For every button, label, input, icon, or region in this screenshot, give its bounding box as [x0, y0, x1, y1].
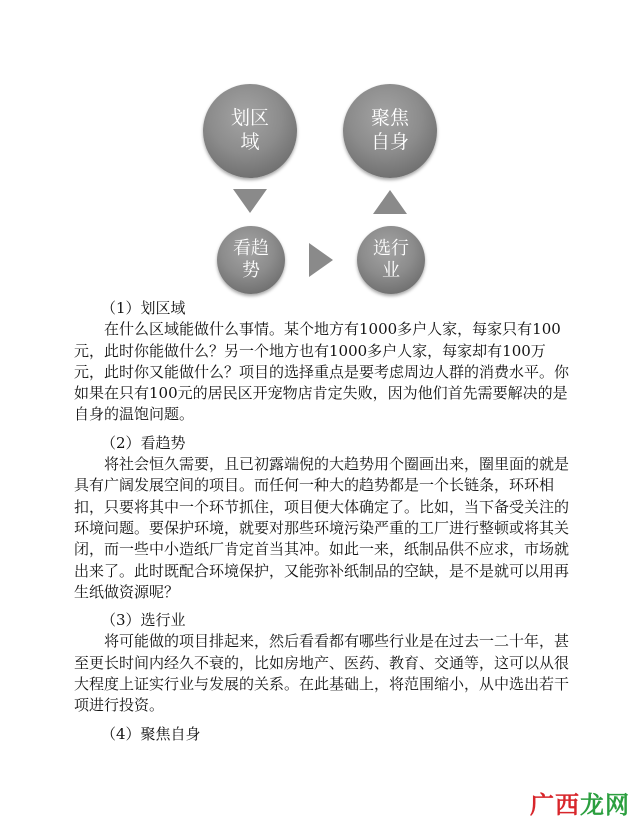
section-heading: （4）聚焦自身	[101, 724, 201, 743]
node-circle-choose-industry	[357, 226, 425, 294]
section-paragraph: 在什么区域能做什么事情。某个地方有1000多户人家，每家只有100元，此时你能做什么？另一个地方也有1000多户人家，每家却有100万元，此时你又能做什么？项目的选择重点是要考虑周边人群的消费水平。你如果在只有100元的居民区开宠物店肯定失败，因为他们首先需要解决的是自身的温饱问题。	[74, 320, 570, 424]
node-circle-focus-self	[343, 84, 437, 178]
section-heading: （3）选行业	[101, 611, 186, 630]
node-label: 看趋势	[232, 237, 269, 281]
node-circle-divide-region	[203, 84, 297, 178]
arrow-down-icon	[233, 189, 267, 213]
watermark-text-green: 龙网	[580, 791, 630, 819]
article-body	[74, 298, 570, 745]
node-label: 划区域	[230, 107, 269, 153]
node-circle-see-trend	[217, 226, 285, 294]
arrow-right-icon	[309, 243, 333, 277]
section-paragraph: 将可能做的项目排起来，然后看看都有哪些行业是在过去一二十年，甚至更长时间内经久不衰的，比如房地产、医药、教育、交通等，这可以从很大程度上证实行业与发展的关系。在此基础上，将范围缩小，从中选出若干项进行投资。	[74, 632, 570, 715]
flow-diagram	[0, 0, 640, 300]
watermark-text-red: 广西	[530, 791, 580, 819]
section-heading: （2）看趋势	[101, 433, 186, 452]
section-heading: （1）划区域	[101, 299, 186, 317]
arrow-up-icon	[373, 190, 407, 214]
node-label: 聚焦自身	[370, 107, 409, 153]
watermark-logo	[530, 785, 630, 820]
section-paragraph: 将社会恒久需要，且已初露端倪的大趋势用个圈画出来，圈里面的就是具有广阔发展空间的项目。而任何一种大的趋势都是一个长链条，环环相扣，只要将其中一个环节抓住，项目便大体确定了。比如，当下备受关注的环境问题。要保护环境，就要对那些环境污染严重的工厂进行整顿或将其关闭，而一些中小造纸厂肯定首当其冲。如此一来，纸制品供不应求，市场就出来了。此时既配合环境保护，又能弥补纸制品的空缺，是不是就可以用再生纸做资源呢？	[74, 455, 570, 601]
node-label: 选行业	[372, 237, 409, 281]
